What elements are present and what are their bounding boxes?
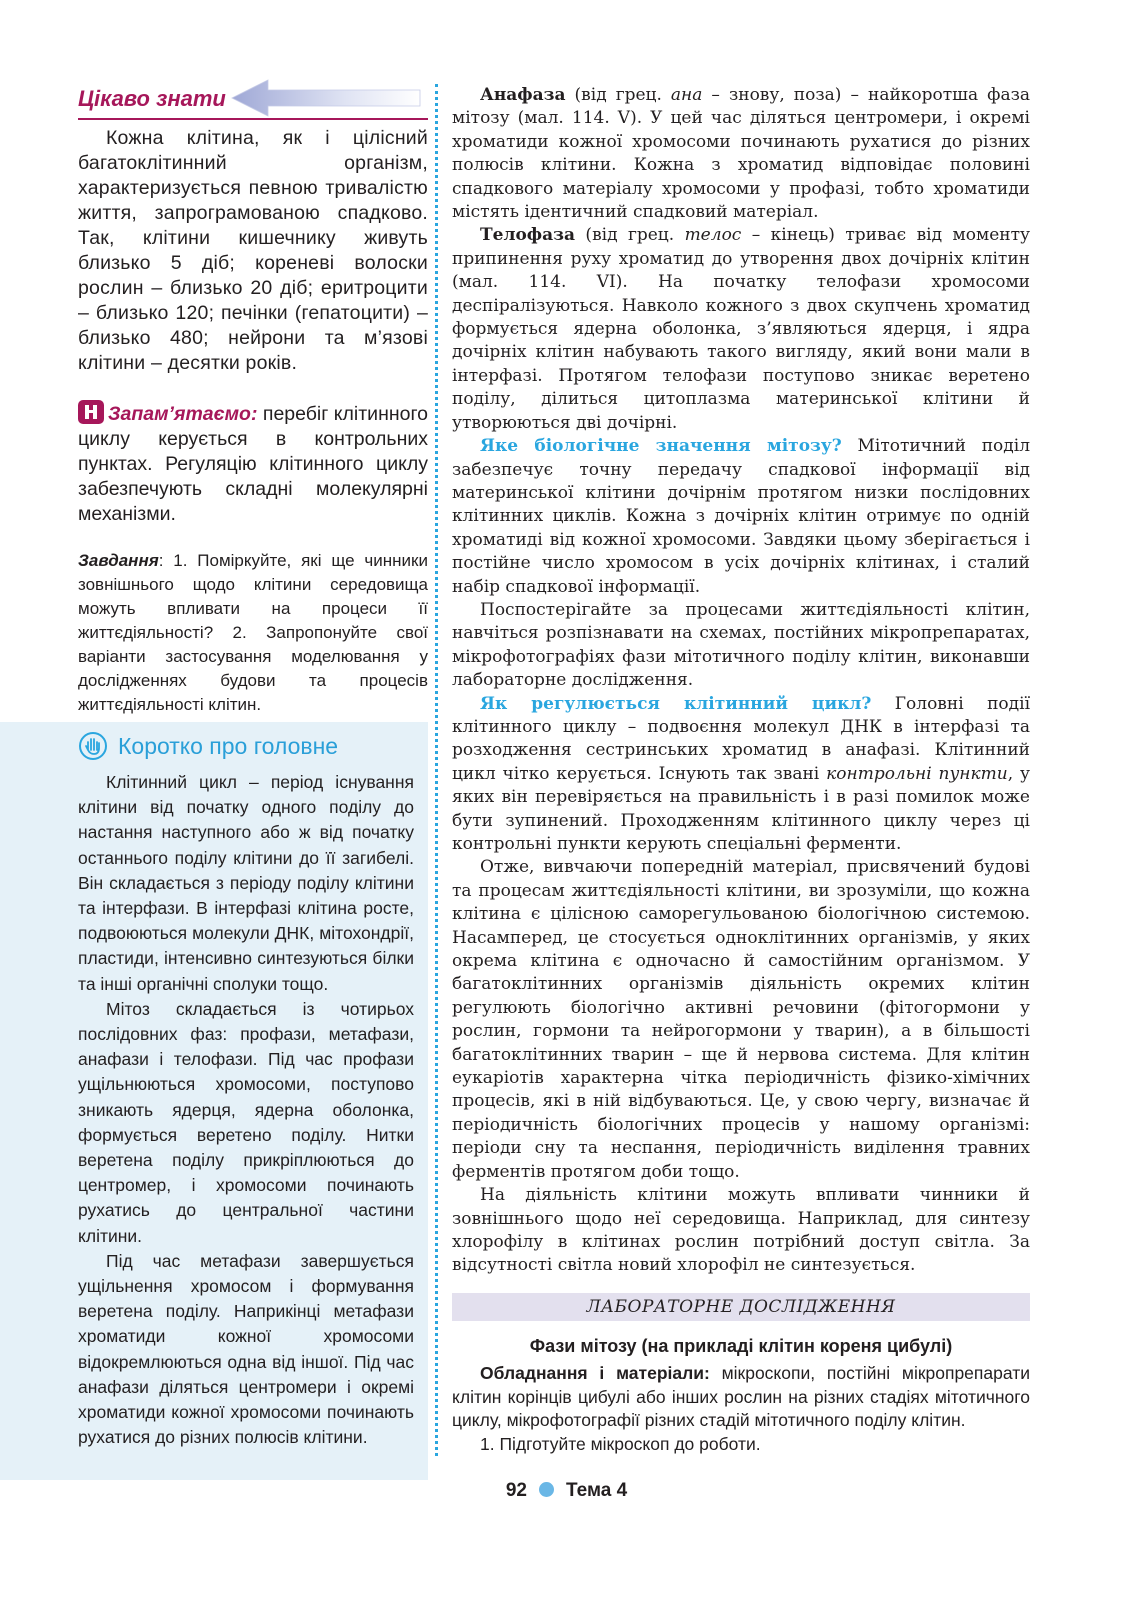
mitosis-significance-paragraph bbox=[452, 435, 1030, 599]
zavdannya-block bbox=[78, 549, 428, 717]
zavdannya-label: Завдання bbox=[78, 551, 159, 570]
greek-word: ана bbox=[670, 85, 703, 105]
environment-paragraph: На діяльність клітини можуть впливати чинники й зовнішнього щодо неї середовища. Наприклад, для синтезу хлорофілу в клітинах рослин потрібний доступ світла. За відсутності світла новий хлорофіл не синтезується. bbox=[452, 1185, 1030, 1276]
summary-header bbox=[78, 728, 414, 764]
text-run: (від грец. bbox=[575, 225, 685, 246]
summary-title: Коротко про головне bbox=[118, 732, 339, 759]
summary-paragraph: Мітоз складається із чотирьох послідовних фаз: профази, метафази, анафази і телофази. Під час профази ущільнюються хромосоми, поступово зникають ядерця, ядерна оболонка, формується веретено поділу. Нитки веретена поділу прикріплюються до центромер, і хромосоми починають рухатись до центральної частини клітини. bbox=[78, 998, 414, 1246]
column-divider bbox=[435, 84, 438, 1456]
lab-equipment-label: Обладнання і матеріали: bbox=[480, 1363, 710, 1383]
observe-paragraph: Поспостерігайте за процесами життєдіяльності клітин, навчіться розпізнавати на схемах, постійних мікропрепаратах, мікрофотографіях фази мітотичного поділу клітин, виконавши лабораторне дослідження. bbox=[452, 599, 1030, 691]
cikavo-header bbox=[78, 78, 428, 120]
summary-section bbox=[78, 728, 414, 1450]
bullet-dot-icon bbox=[539, 1482, 554, 1497]
text-run: Головні події клітинного циклу – подвоєння молекул ДНК в інтерфазі та розходження сестринських хроматид в анафазі. Клітинний цикл чітко керується. Існують так звані bbox=[452, 693, 1031, 784]
conclusion-paragraph: Отже, вивчаючи попередній матеріал, присвячений будові та процесам життєдіяльності клітини, ви зрозуміли, що кожна клітина є цілісною саморегульованою біологічною системою. Насамперед, це стосується одноклітинних організмів, у яких окрема клітина є одночасно й самостійним організмом. У багатоклітинних організмів діяльність окремих клітин регулюють біологічно активні речовини (фітогормони у рослин, гормони та нейрогормони у тварин), а в більшості багатоклітинних тварин – ще й нервова система. Для клітин еукаріотів характерна чітка періодичність фізико-хімічних процесів, які в ній відбуваються. Це, у свою чергу, визначає й періодичність біологічних процесів у нашому організмі: періоди сну та неспання, періодичність виділення травних ферментів протягом доби тощо. bbox=[452, 857, 1030, 1182]
cikavo-text: Кожна клітина, як і цілісний багатоклітинний організм, характеризується певною тривалістю життя, запрограмованою спадково. Так, клітини кишечнику живуть близько 5 діб; кореневі волоски рослин – близько 20 діб; еритроцити – близько 120; печінки (гепатоцити) – близько 480; нейрони та м’язові клітини – десятки років. bbox=[78, 127, 428, 374]
left-column bbox=[78, 78, 428, 717]
question-heading: Як регулюється клітинний цикл? bbox=[480, 693, 872, 714]
page-number: 92 bbox=[505, 1480, 527, 1501]
anafaza-term: Анафаза bbox=[480, 85, 566, 105]
topic-label: Тема 4 bbox=[565, 1480, 628, 1501]
text-run: , у яких він перевіряється на правильність і в разі помилок може бути зупинений. Проходженням клітинного циклу через ці контрольні пункти керують спеціальні ферменти. bbox=[452, 763, 1030, 854]
lab-title: Фази мітозу (на прикладі клітин кореня цибулі) bbox=[529, 1336, 953, 1356]
telofaza-term: Телофаза bbox=[480, 225, 576, 246]
summary-paragraph: Клітинний цикл – період існування клітини від початку одного поділу до настання наступного або ж від початку останнього поділу клітини до її загибелі. Він складається з періоду поділу клітини та інтерфази. В інтерфазі клітина росте, подвоюються молекули ДНК, мітохондрії, пластиди, інтенсивно синтезуються білки та інші органічні сполуки тощо. bbox=[78, 772, 414, 994]
zavdannya-text: : 1. Поміркуйте, які ще чинники зовнішнього щодо клітини середовища можуть впливати на процеси її життєдіяльності? 2. Запропонуйте свої варіанти застосування моделювання у дослідженнях будови та процесів життєдіяльності клітин. bbox=[78, 551, 428, 714]
zapam-label: Запам’ятаємо: bbox=[108, 403, 258, 425]
text-run: – кінець) триває від моменту припинення руху хроматид до утворення двох дочірніх клітин (мал. 114. VI). На початку телофази хромосоми деспіралізуються. Навколо кожного з двох скупчень хроматид формується ядерна оболонка, з’являються ядерця, і ядра дочірніх клітин набувають такого вигляду, який вони мали в інтерфазі. Протягом телофази поступово зникає веретено поділу, ділиться цитоплазма материнської клітини й утворюються дві дочірні. bbox=[452, 225, 1030, 433]
text-run: (від грец. bbox=[565, 85, 671, 105]
lab-text bbox=[452, 1362, 1030, 1456]
greek-word: телос bbox=[684, 225, 742, 246]
lab-step: 1. Підготуйте мікроскоп до роботи. bbox=[480, 1433, 761, 1454]
text-run: мікроскопи, постійні мікропрепарати клітин корінців цибулі або інших рослин на різних стадіях мітотичного циклу, мікрофотографії різних стадій мітотичного поділу клітин. bbox=[452, 1363, 1030, 1430]
italic-term: контрольні пункти bbox=[826, 763, 1008, 784]
right-column bbox=[452, 84, 1030, 1278]
arrow-icon bbox=[230, 78, 426, 118]
zapam-block bbox=[78, 400, 428, 527]
lab-heading-bar: ЛАБОРАТОРНЕ ДОСЛІДЖЕННЯ bbox=[452, 1293, 1030, 1321]
cikavo-title: Цікаво знати bbox=[78, 86, 226, 111]
telofaza-paragraph bbox=[452, 224, 1030, 435]
summary-paragraph: Під час метафази завершується ущільнення хромосом і формування веретена поділу. Наприкінці метафази хроматиди кожної хромосоми відокремлюються одна від іншої. Під час анафази діляться центромери і окремі хроматиди кожної хромосоми починають рухатися до різних полюсів клітини. bbox=[78, 1250, 414, 1448]
text-run: Мітотичний поділ забезпечує точну передачу спадкової інформації від материнської клітини дочірнім протягом низки послідовних клітинних циклів. Кожна з дочірніх клітин отримує по одній хроматиді від кожної хромосоми. Завдяки цьому зберігається і постійне число хромосом в усіх дочірніх клітинах, і сталий набір спадкової інформації. bbox=[452, 436, 1030, 597]
hand-icon bbox=[78, 731, 108, 761]
regulation-paragraph bbox=[452, 693, 1030, 857]
anafaza-paragraph bbox=[452, 84, 1030, 224]
question-heading: Яке біологічне значення мітозу? bbox=[480, 436, 842, 457]
zapam-text: перебіг клітинного циклу керується в контрольних пунктах. Регуляцію клітинного циклу забезпечують складні молекулярні механізми. bbox=[78, 403, 428, 525]
memo-icon bbox=[78, 400, 104, 424]
page-footer bbox=[0, 1480, 1133, 1502]
text-run: – знову, поза) – найкоротша фаза мітозу (мал. 114. V). У цей час діляться центромери, і окремі хроматиди кожної хромосоми починають рухатися до різних полюсів клітини. Кожна з хроматид відповідає половині спадкового матеріалу хромосоми у профазі, тобто хроматиди містять ідентичний спадковий матеріал. bbox=[452, 85, 1030, 223]
lab-equipment bbox=[452, 1362, 1030, 1433]
